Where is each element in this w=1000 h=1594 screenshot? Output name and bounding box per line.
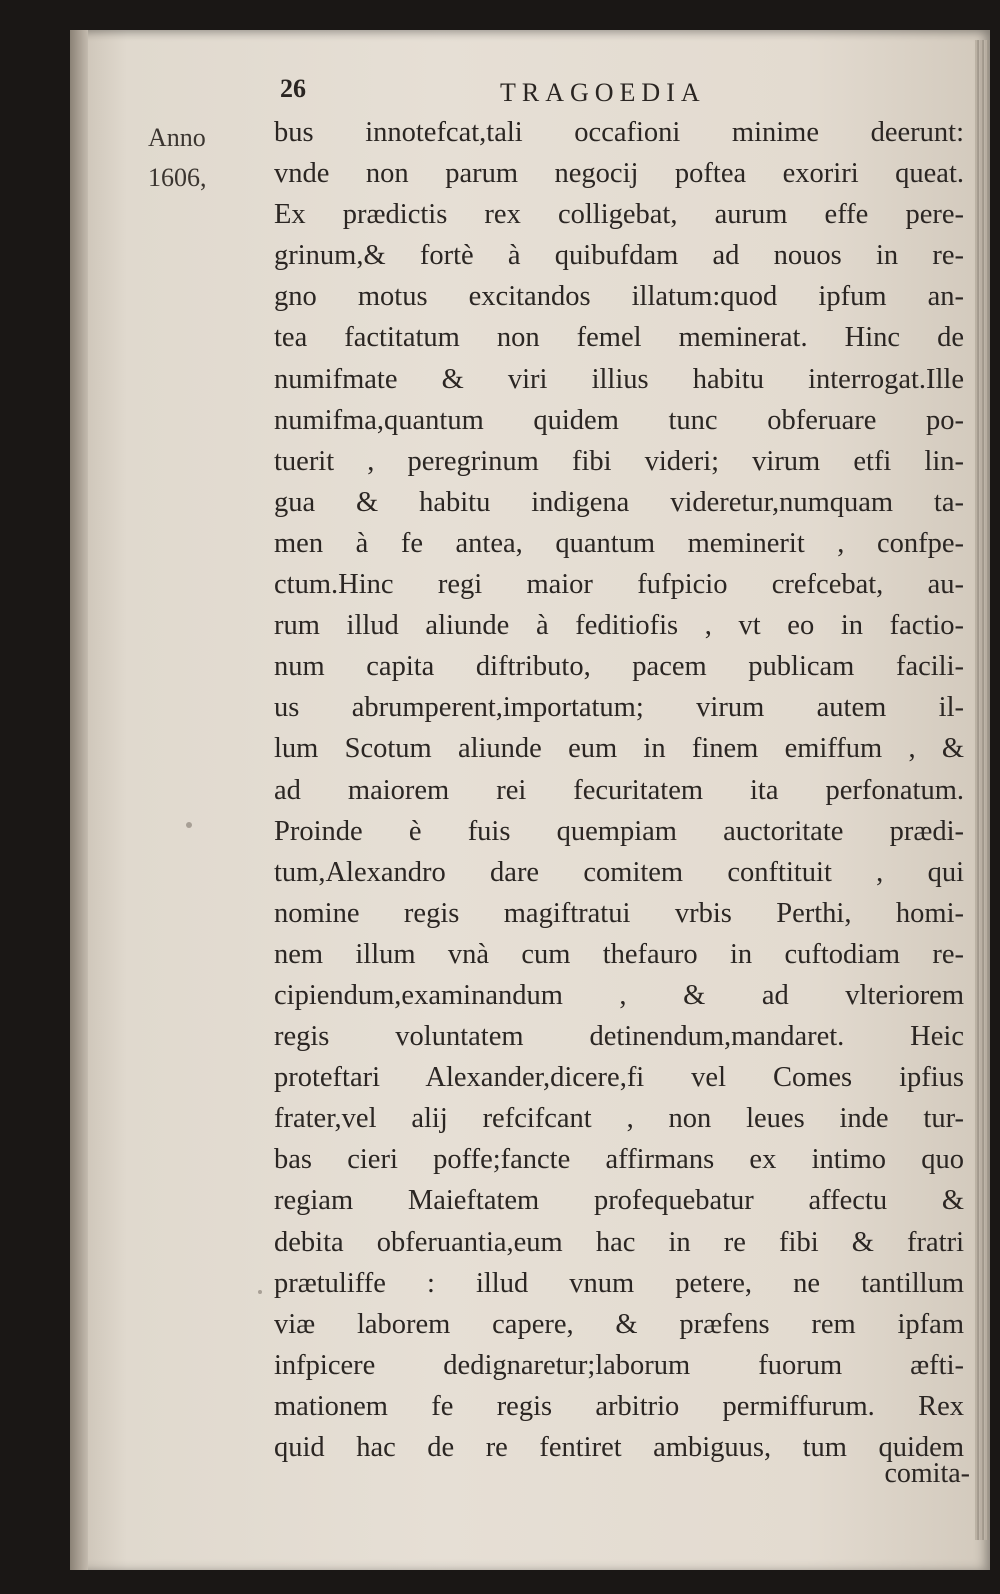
ink-speck [258,1290,262,1294]
text-line: numifma,quantum quidem tunc obferuare po- [274,404,964,436]
text-line: tea factitatum non femel meminerat. Hinc de [274,322,964,354]
binding-gutter [70,30,88,1570]
text-line: proteftari Alexander,dicere,fi vel Comes ipfius [274,1062,964,1094]
page-header [280,74,960,114]
text-line: mationem fe regis arbitrio permiffurum. Rex [274,1390,964,1422]
text-line: nomine regis magiftratui vrbis Perthi, homi- [274,897,964,929]
text-line: viæ laborem capere, & præfens rem ipfam [274,1308,964,1340]
text-line: tum,Alexandro dare comitem conftituit , qui [274,856,964,888]
text-line: gno motus excitandos illatum:quod ipfum an- [274,281,964,313]
text-line: lum Scotum aliunde eum in finem emiffum , & [274,733,964,765]
text-line: quid hac de re fentiret ambiguus, tum quidem [274,1432,964,1463]
text-line: prætuliffe : illud vnum petere, ne tantillum [274,1267,964,1299]
text-line: debita obferuantia,eum hac in re fibi & fratri [274,1226,964,1258]
text-line: grinum,& fortè à quibufdam ad nouos in re- [274,240,964,272]
text-line: nem illum vnà cum thefauro in cuftodiam re- [274,938,964,970]
text-line: tuerit , peregrinum fibi videri; virum etfi lin- [274,445,964,477]
text-line: ctum.Hinc regi maior fufpicio crefcebat, au- [274,569,964,601]
text-line: vnde non parum negocij poftea exoriri queat. [274,158,964,190]
text-line: bus innotefcat,tali occafioni minime deerunt: [274,117,964,148]
body-text [274,112,964,1468]
ink-speck [186,822,192,828]
margin-note-line-1: Anno [148,123,206,152]
running-title: TRAGOEDIA [500,78,706,107]
text-line: regis voluntatem detinendum,mandaret. Heic [274,1021,964,1053]
margin-note-year [148,118,258,198]
catchword: comita- [884,1458,970,1489]
text-line: Proinde è fuis quempiam auctoritate prædi- [274,815,964,847]
text-line: ad maiorem rei fecuritatem ita perfonatum. [274,774,964,806]
text-line: rum illud aliunde à feditiofis , vt eo in factio- [274,610,964,642]
page-number: 26 [280,74,306,103]
page-edges [975,40,989,1540]
text-line: regiam Maieftatem profequebatur affectu & [274,1185,964,1217]
text-line: Ex prædictis rex colligebat, aurum effe pere- [274,199,964,231]
text-line: men à fe antea, quantum meminerit , confpe- [274,527,964,559]
text-line: cipiendum,examinandum , & ad vlteriorem [274,979,964,1011]
text-line: frater,vel alij refcifcant , non leues inde tur- [274,1103,964,1135]
text-line: infpicere dedignaretur;laborum fuorum æfti- [274,1349,964,1381]
text-line: bas cieri poffe;fancte affirmans ex intimo quo [274,1144,964,1176]
text-line: us abrumperent,importatum; virum autem il- [274,692,964,724]
margin-note-line-2: 1606, [148,163,207,192]
text-line: gua & habitu indigena videretur,numquam ta- [274,486,964,518]
text-line: num capita diftributo, pacem publicam facili- [274,651,964,683]
text-line: numifmate & viri illius habitu interrogat.Ille [274,363,964,395]
